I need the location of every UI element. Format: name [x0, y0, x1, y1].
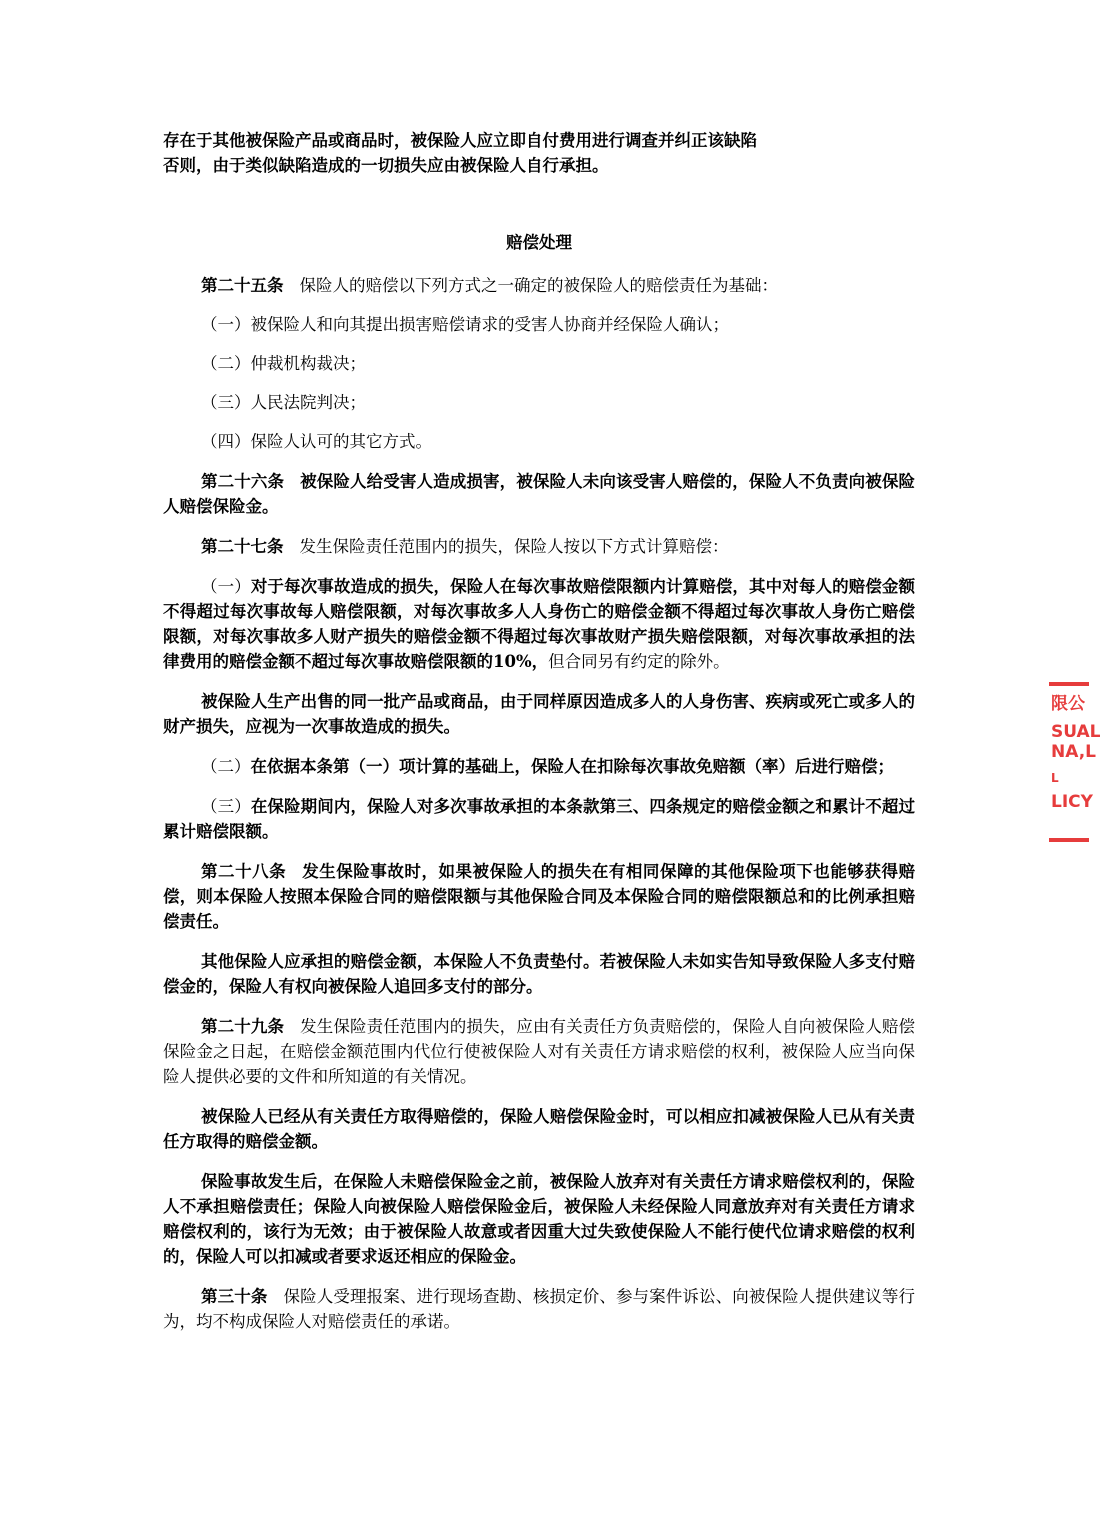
list-item — [163, 794, 915, 844]
item-text: 在保险期间内，保险人对多次事故承担的本条款第三、四条规定的赔偿金额之和累计不超过累计赔偿限额。 — [163, 797, 916, 841]
article-text: 保险人受理报案、进行现场查勘、核损定价、参与案件诉讼、向被保险人提供建议等行为，均不构成保险人对赔偿责任的承诺。 — [163, 1287, 916, 1331]
item-prefix: （一） — [201, 577, 251, 596]
article-27 — [163, 534, 915, 559]
paragraph: 其他保险人应承担的赔偿金额，本保险人不负责垫付。若被保险人未如实告知导致保险人多支付赔偿金的，保险人有权向被保险人追回多支付的部分。 — [163, 952, 915, 996]
company-seal-stamp — [1049, 680, 1101, 846]
article-text: 发生保险事故时，如果被保险人的损失在有相同保障的其他保险项下也能够获得赔偿，则本保险人按照本保险合同的赔偿限额与其他保险合同及本保险合同的赔偿限额总和的比例承担赔偿责任。 — [163, 862, 916, 931]
section-title: 赔偿处理 — [506, 233, 572, 252]
article-heading: 第二十九条 — [201, 1017, 285, 1036]
paragraph: 被保险人生产出售的同一批产品或商品，由于同样原因造成多人的人身伤害、疾病或死亡或多人的财产损失，应视为一次事故造成的损失。 — [163, 692, 915, 736]
article-heading: 第二十六条 — [201, 472, 285, 491]
seal-border — [1049, 838, 1089, 842]
article-heading: 第三十条 — [201, 1287, 268, 1306]
article-text: 被保险人给受害人造成损害，被保险人未向该受害人赔偿的，保险人不负责向被保险人赔偿保险金。 — [163, 472, 916, 516]
article-28 — [163, 859, 915, 934]
seal-text: 限公 — [1051, 694, 1085, 714]
document-body — [163, 128, 915, 1334]
item-text: 对于每次事故造成的损失，保险人在每次事故赔偿限额内计算赔偿，其中对每人的赔偿金额不得超过每次事故每人赔偿限额，对每次事故多人人身伤亡的赔偿金额不得超过每次事故人身伤亡赔偿限额，对每次事故多人财产损失的赔偿金额不得超过每次事故财产损失赔偿限额，对每次事故承担的法律费用的赔偿金额不超过每次事故赔偿限额的10%， — [163, 577, 916, 671]
list-item — [163, 574, 915, 674]
article-heading: 第二十五条 — [201, 276, 284, 295]
list-item — [163, 754, 915, 779]
list-item: （四）保险人认可的其它方式。 — [201, 432, 432, 451]
article-26 — [163, 469, 915, 519]
item-text: 在依据本条第（一）项计算的基础上，保险人在扣除每次事故免赔额（率）后进行赔偿； — [250, 757, 894, 776]
item-prefix: （三） — [201, 797, 251, 816]
seal-text: L — [1051, 771, 1059, 785]
article-text: 发生保险责任范围内的损失，应由有关责任方负责赔偿的，保险人自向被保险人赔偿保险金之日起，在赔偿金额范围内代位行使被保险人对有关责任方请求赔偿的权利，被保险人应当向保险人提供必要的文件和所知道的有关情况。 — [163, 1017, 916, 1086]
article-30 — [163, 1284, 915, 1334]
article-text: 保险人的赔偿以下列方式之一确定的被保险人的赔偿责任为基础： — [299, 276, 778, 295]
article-heading: 第二十七条 — [201, 537, 284, 556]
seal-text: LICY — [1051, 792, 1093, 812]
item-prefix: （二） — [201, 757, 251, 776]
article-heading: 第二十八条 — [201, 862, 287, 881]
paragraph: 被保险人已经从有关责任方取得赔偿的，保险人赔偿保险金时，可以相应扣减被保险人已从有关责任方取得的赔偿金额。 — [163, 1107, 915, 1151]
list-item: （二）仲裁机构裁决； — [201, 354, 366, 373]
list-item: （三）人民法院判决； — [201, 393, 366, 412]
item-tail: 但合同另有约定的除外。 — [548, 652, 730, 671]
seal-text: SUAL — [1051, 722, 1101, 742]
paragraph: 保险事故发生后，在保险人未赔偿保险金之前，被保险人放弃对有关责任方请求赔偿权利的，保险人不承担赔偿责任；保险人向被保险人赔偿保险金后，被保险人未经保险人同意放弃对有关责任方请求赔偿权利的，该行为无效；由于被保险人故意或者因重大过失致使保险人不能行使代位请求赔偿的权利的，保险人可以扣减或者要求返还相应的保险金。 — [163, 1172, 915, 1266]
seal-border — [1049, 682, 1089, 686]
list-item: （一）被保险人和向其提出损害赔偿请求的受害人协商并经保险人确认； — [201, 315, 729, 334]
article-text: 发生保险责任范围内的损失，保险人按以下方式计算赔偿： — [299, 537, 729, 556]
continuation-line: 否则，由于类似缺陷造成的一切损失应由被保险人自行承担。 — [163, 156, 609, 175]
continuation-line: 存在于其他被保险产品或商品时，被保险人应立即自付费用进行调查并纠正该缺陷 — [163, 131, 757, 150]
article-29 — [163, 1014, 915, 1089]
seal-text: NA,L — [1051, 742, 1096, 762]
article-25 — [163, 273, 915, 298]
